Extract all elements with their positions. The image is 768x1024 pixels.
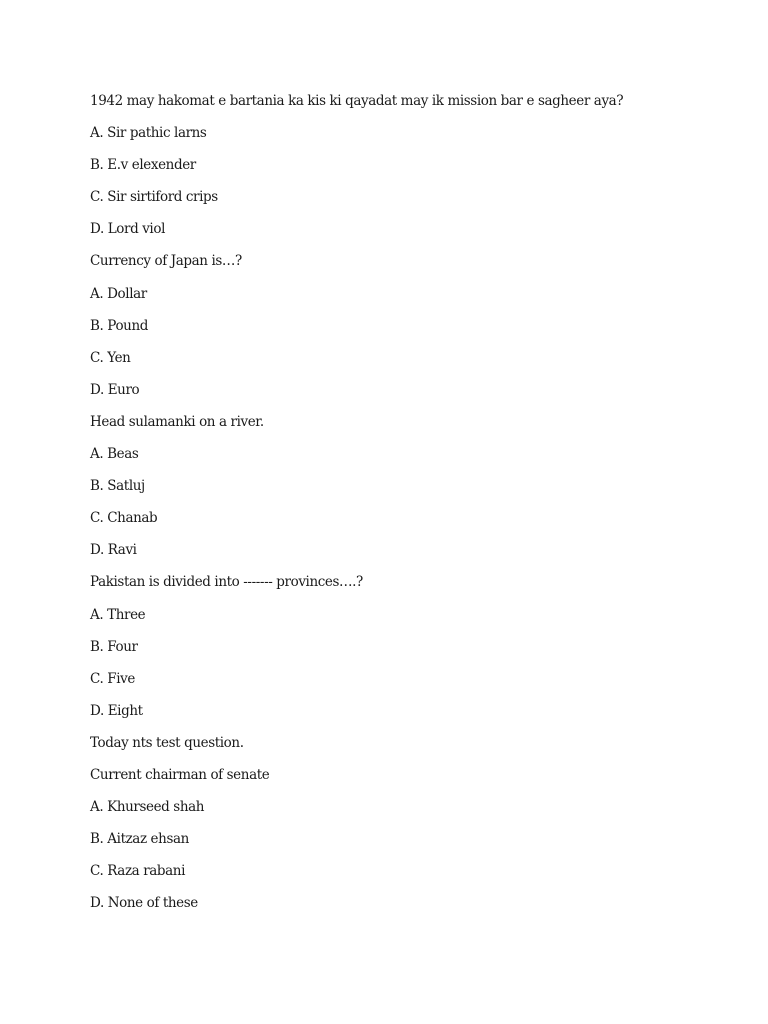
- q1-option-b: B. E.v elexender: [90, 157, 196, 174]
- q2-option-c: C. Yen: [90, 349, 131, 366]
- q4-option-c: C. Five: [90, 670, 135, 687]
- document-page: [90, 90, 730, 924]
- q3-option-b: B. Satluj: [90, 478, 145, 495]
- q2-option-d: D. Euro: [90, 381, 140, 398]
- q5-option-d: D. None of these: [90, 895, 198, 912]
- q2-option-a: A. Dollar: [90, 285, 147, 302]
- section-note: Today nts test question.: [90, 734, 244, 751]
- q3-option-a: A. Beas: [90, 446, 139, 463]
- question-3: Head sulamanki on a river.: [90, 413, 264, 430]
- question-2: Currency of Japan is…?: [90, 253, 242, 270]
- q5-option-c: C. Raza rabani: [90, 863, 186, 880]
- q4-option-d: D. Eight: [90, 702, 143, 719]
- q1-option-a: A. Sir pathic larns: [90, 125, 207, 142]
- q5-option-b: B. Aitzaz ehsan: [90, 831, 189, 848]
- question-4: Pakistan is divided into ------- provinces….?: [90, 574, 363, 591]
- q4-option-a: A. Three: [90, 606, 146, 623]
- question-5: Current chairman of senate: [90, 766, 270, 783]
- q1-option-c: C. Sir sirtiford crips: [90, 189, 218, 206]
- q1-option-d: D. Lord viol: [90, 221, 165, 238]
- q4-option-b: B. Four: [90, 638, 138, 655]
- q3-option-d: D. Ravi: [90, 542, 137, 559]
- question-1: 1942 may hakomat e bartania ka kis ki qayadat may ik mission bar e sagheer aya?: [90, 93, 624, 109]
- q5-option-a: A. Khurseed shah: [90, 799, 205, 816]
- q2-option-b: B. Pound: [90, 317, 148, 334]
- q3-option-c: C. Chanab: [90, 510, 158, 527]
